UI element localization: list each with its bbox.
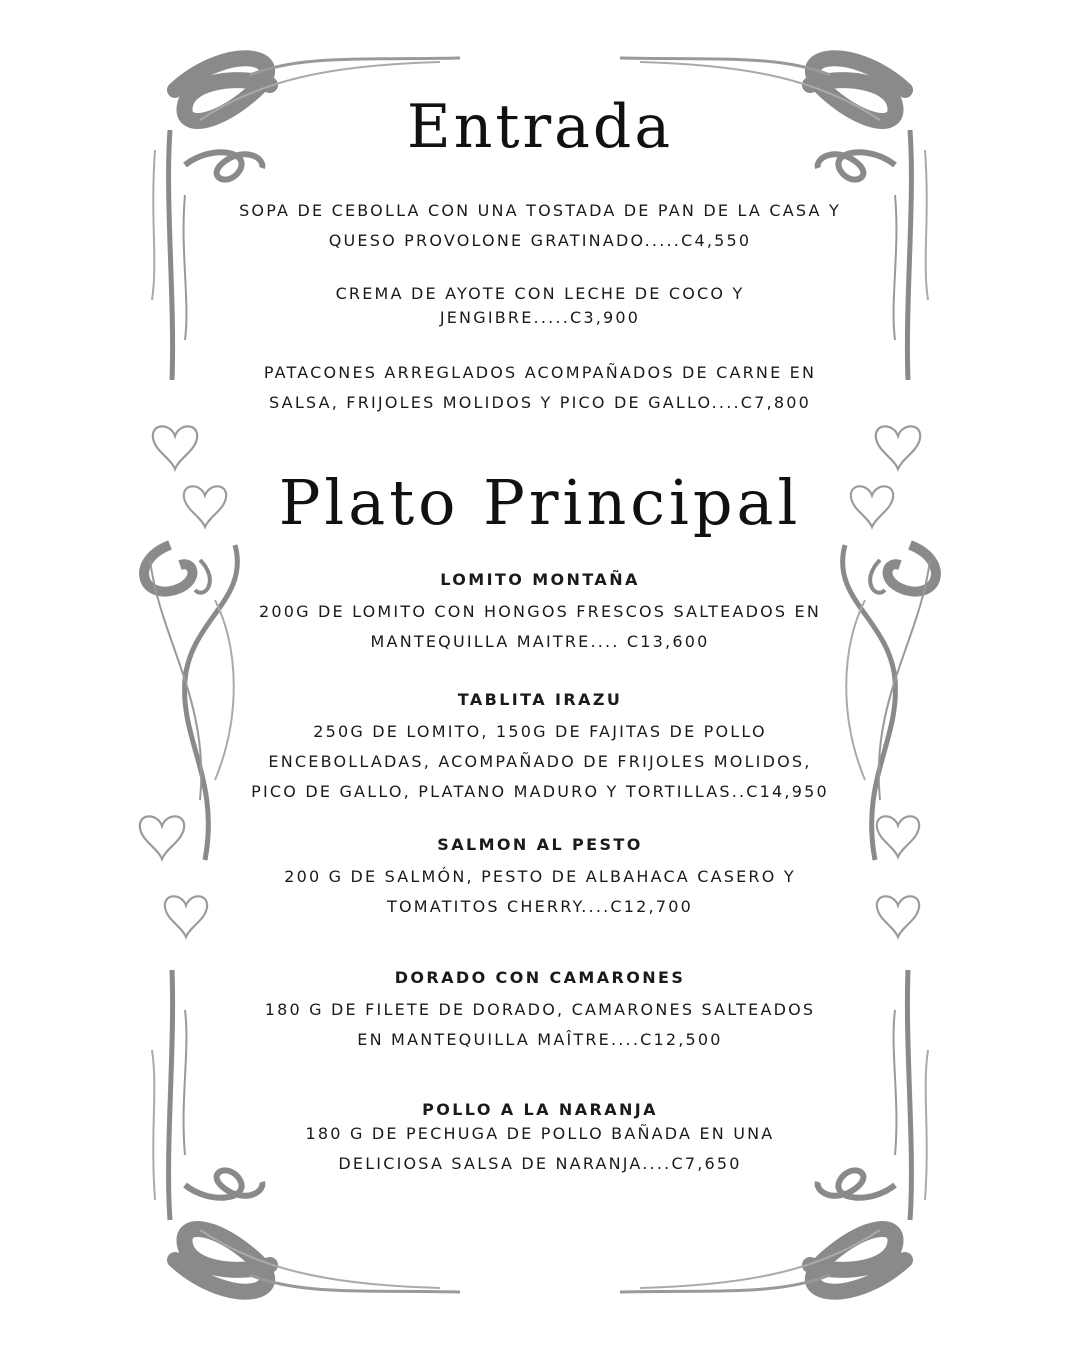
menu-item-salmon-al-pesto: [230, 835, 850, 922]
item-description-line: MANTEQUILLA MAITRE.... C13,600: [370, 632, 710, 651]
menu-item-entrada-1: [230, 196, 850, 256]
item-description-line: ENCEBOLLADAS, ACOMPAÑADO DE FRIJOLES MOLIDOS,: [268, 752, 812, 771]
item-description-line: SOPA DE CEBOLLA CON UNA TOSTADA DE PAN DE LA CASA Y: [239, 201, 841, 220]
item-name: POLLO A LA NARANJA: [422, 1100, 658, 1119]
heart-icon: [165, 896, 207, 937]
item-description-line: JENGIBRE.....C3,900: [439, 308, 641, 327]
section-title-entrada: Entrada: [406, 92, 674, 162]
item-name: LOMITO MONTAÑA: [440, 570, 640, 589]
menu-item-entrada-2: [230, 282, 850, 330]
item-description-line: SALSA, FRIJOLES MOLIDOS Y PICO DE GALLO....C7,800: [269, 393, 811, 412]
ornament-side-left: [144, 545, 237, 860]
menu-item-tablita-irazu: [230, 690, 850, 807]
item-description-line: PICO DE GALLO, PLATANO MADURO Y TORTILLAS..C14,950: [251, 782, 829, 801]
menu-item-dorado-con-camarones: [230, 968, 850, 1055]
section-title-plato-principal: Plato Principal: [278, 466, 802, 539]
menu-item-entrada-3: [230, 358, 850, 418]
item-name: TABLITA IRAZU: [457, 690, 623, 709]
item-description-line: 250G DE LOMITO, 150G DE FAJITAS DE POLLO: [313, 722, 767, 741]
item-description-line: TOMATITOS CHERRY....C12,700: [387, 897, 693, 916]
item-name: DORADO CON CAMARONES: [394, 968, 686, 987]
item-name: SALMON AL PESTO: [437, 835, 643, 854]
item-description-line: 180 G DE FILETE DE DORADO, CAMARONES SALTEADOS: [264, 1000, 816, 1019]
heart-icon: [140, 816, 184, 859]
item-description-line: 180 G DE PECHUGA DE POLLO BAÑADA EN UNA: [305, 1124, 775, 1143]
item-description-line: QUESO PROVOLONE GRATINADO.....C4,550: [328, 231, 752, 250]
item-description-line: 200G DE LOMITO CON HONGOS FRESCOS SALTEADOS EN: [258, 602, 822, 621]
menu-item-lomito-montana: [230, 570, 850, 657]
item-description-line: 200 G DE SALMÓN, PESTO DE ALBAHACA CASERO Y: [284, 867, 796, 886]
item-description-line: EN MANTEQUILLA MAÎTRE....C12,500: [357, 1030, 723, 1049]
item-description-line: CREMA DE AYOTE CON LECHE DE COCO Y: [335, 284, 745, 303]
ornament-side-right: [843, 545, 936, 860]
heart-icon: [153, 426, 197, 469]
heart-icon: [877, 816, 919, 857]
heart-icon: [877, 896, 919, 937]
heart-icon: [876, 426, 920, 469]
item-description-line: DELICIOSA SALSA DE NARANJA....C7,650: [338, 1154, 742, 1173]
item-description-line: PATACONES ARREGLADOS ACOMPAÑADOS DE CARNE EN: [263, 363, 817, 382]
menu-item-pollo-a-la-naranja: [230, 1100, 850, 1179]
